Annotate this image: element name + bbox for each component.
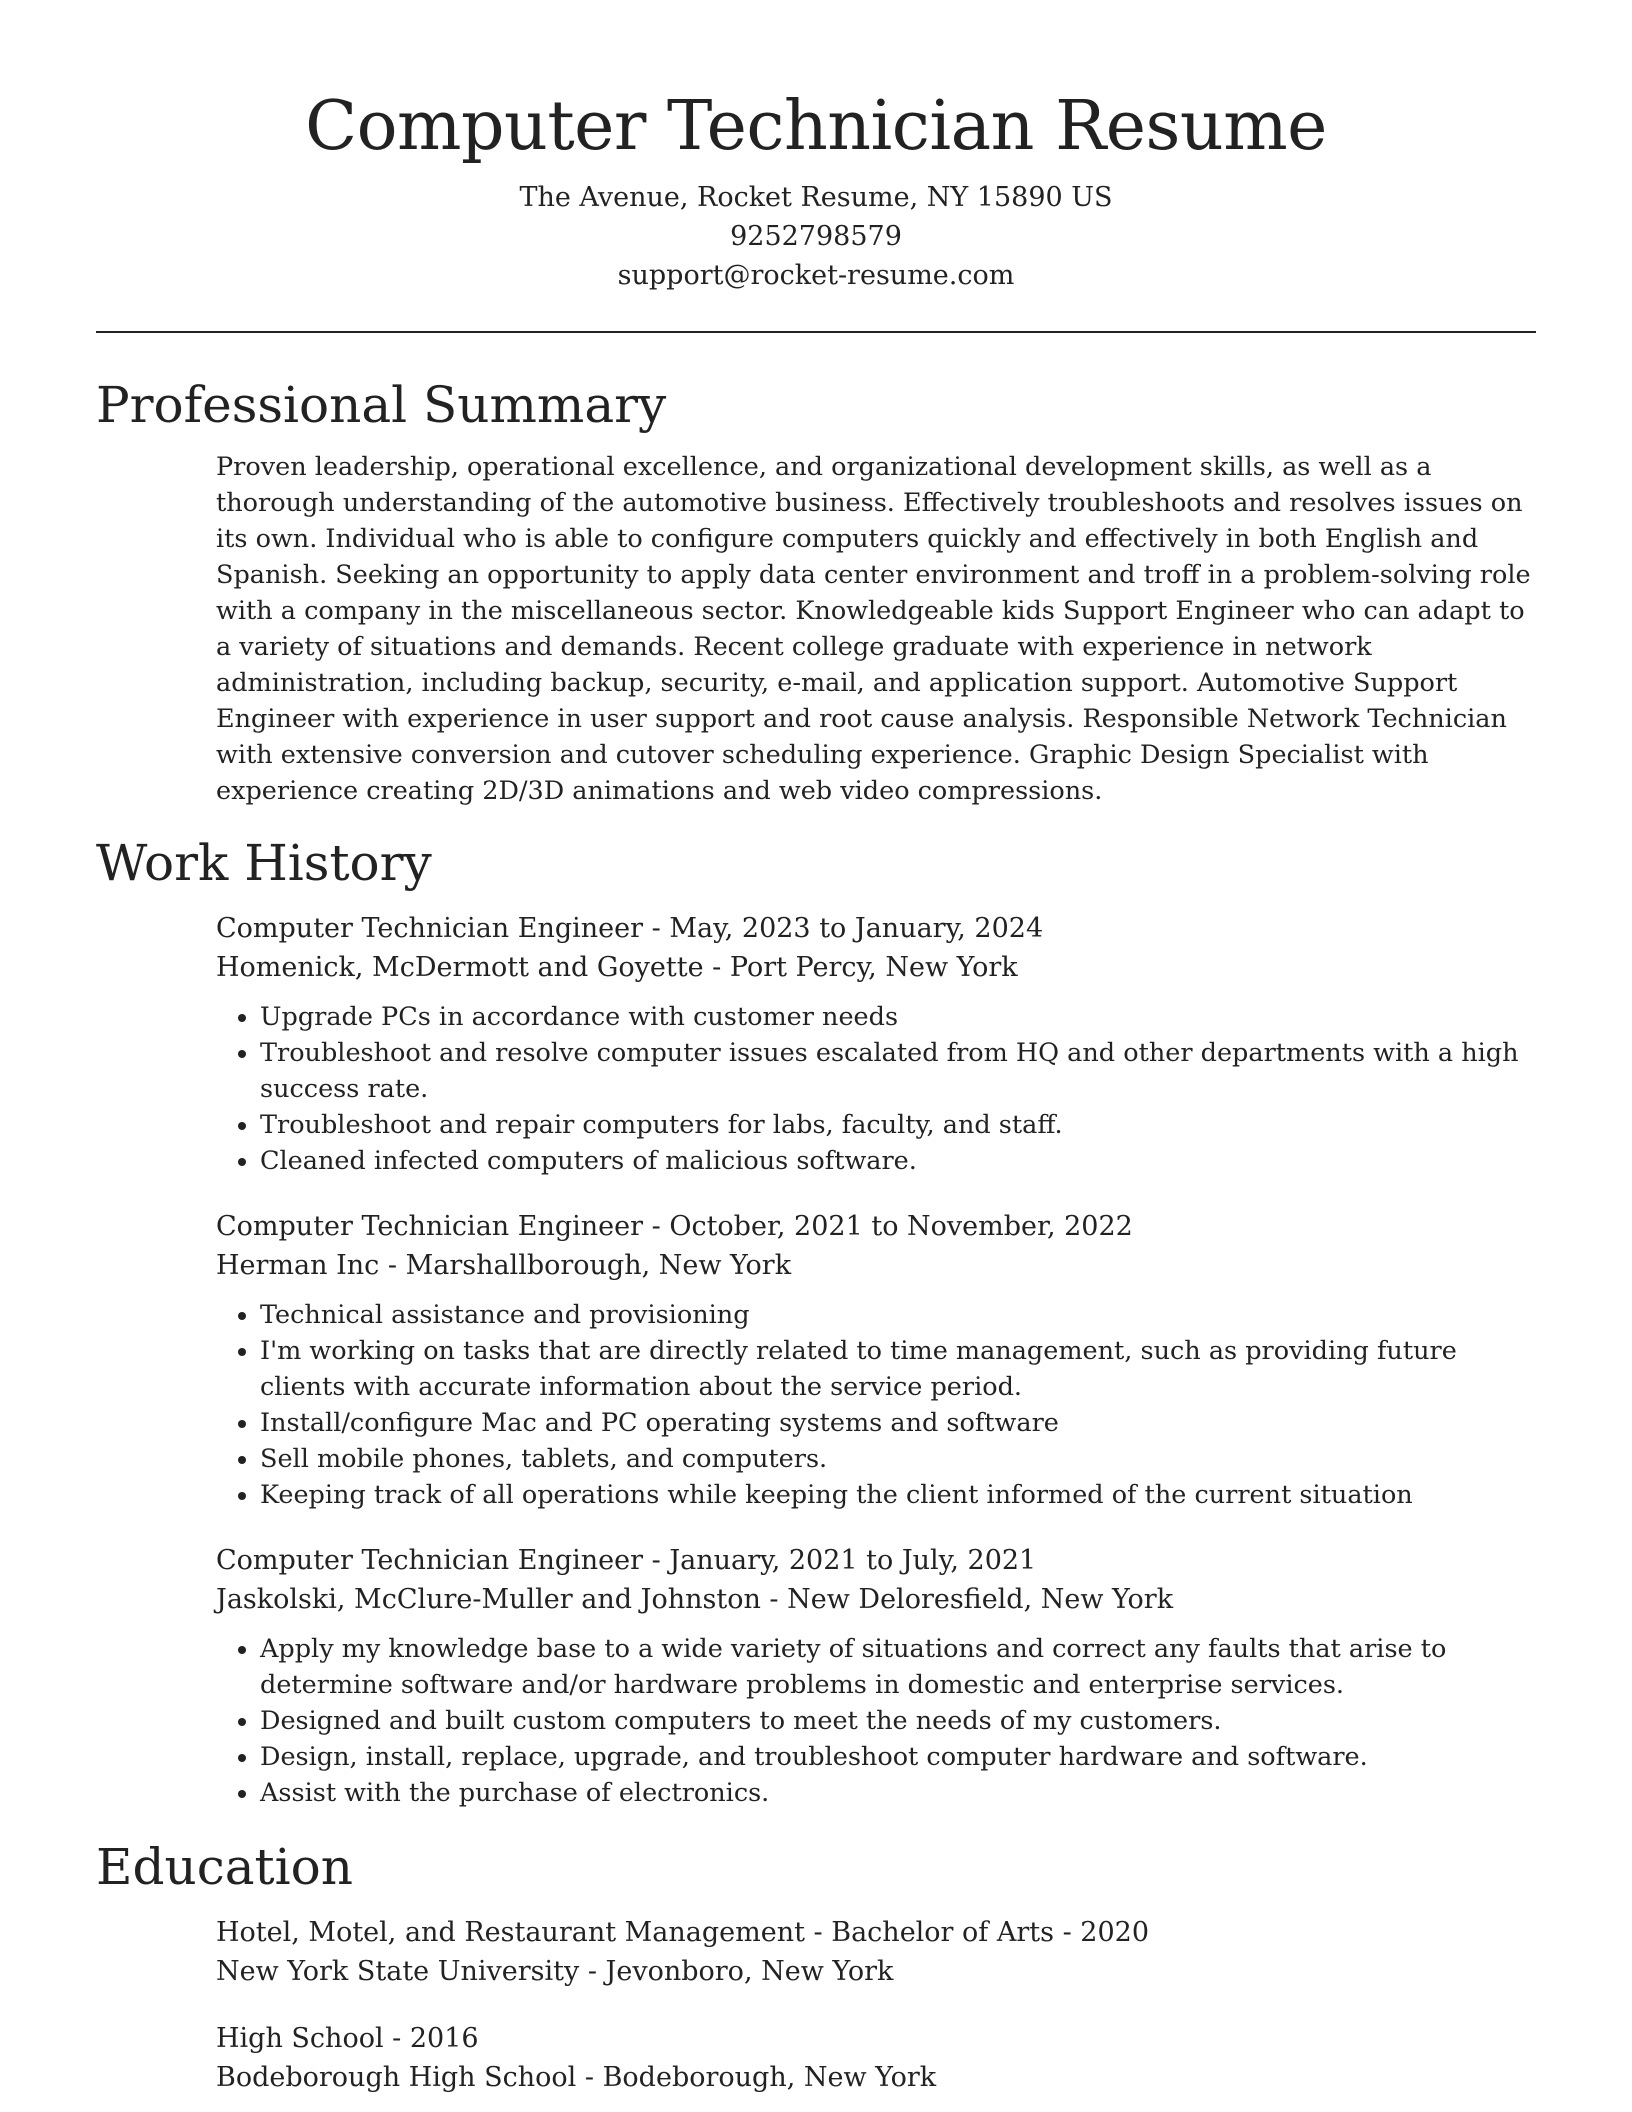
job-title: Computer Technician Engineer [216, 1545, 644, 1576]
job-bullets [216, 999, 1536, 1179]
job-location: - Port Percy, New York [703, 952, 1018, 983]
summary-section [96, 373, 1536, 809]
education-degree-line [216, 1913, 1536, 1952]
job-bullet: • Keeping track of all operations while keeping the client informed of the current situation [260, 1477, 1536, 1513]
education-school: Bodeborough High School [216, 2062, 577, 2093]
job-bullet: • Design, install, replace, upgrade, and troubleshoot computer hardware and software. [260, 1739, 1536, 1775]
job-company-line [216, 1580, 1536, 1619]
education-year: - 2020 [1054, 1917, 1150, 1948]
summary-heading: Professional Summary [96, 376, 667, 434]
education-school-line [216, 1952, 1536, 1991]
job-company: Jaskolski, McClure-Muller and Johnston [216, 1584, 761, 1615]
job-title-line [216, 1541, 1536, 1580]
job-bullets [216, 1297, 1536, 1513]
education-degree-line [216, 2019, 1536, 2058]
job-bullet: • Designed and built custom computers to meet the needs of my customers. [260, 1703, 1536, 1739]
job-company: Homenick, McDermott and Goyette [216, 952, 704, 983]
job-location: - Marshallborough, New York [379, 1250, 792, 1281]
education-location: - Jevonboro, New York [579, 1956, 894, 1987]
job-bullet: • Install/configure Mac and PC operating systems and software [260, 1405, 1536, 1441]
contact-block [96, 178, 1536, 295]
education-degree: Hotel, Motel, and Restaurant Management - Bachelor of Arts [216, 1917, 1054, 1948]
job-bullet: • Cleaned infected computers of malicious software. [260, 1143, 1536, 1179]
job-bullet: • Upgrade PCs in accordance with customer needs [260, 999, 1536, 1035]
job-bullet: • Sell mobile phones, tablets, and computers. [260, 1441, 1536, 1477]
job-title-line [216, 1207, 1536, 1246]
education-degree: High School [216, 2023, 384, 2054]
education-year: - 2016 [383, 2023, 479, 2054]
job-entry [216, 909, 1536, 1179]
education-section [96, 1835, 1536, 2097]
resume-title: Computer Technician Resume [305, 87, 1327, 166]
job-bullet: • Apply my knowledge base to a wide variety of situations and correct any faults that arise to determine software and/or hardware problems in domestic and enterprise services. [260, 1631, 1536, 1703]
job-company-line [216, 948, 1536, 987]
job-title-line [216, 909, 1536, 948]
contact-address: The Avenue, Rocket Resume, NY 15890 US [519, 182, 1113, 213]
job-entry [216, 1541, 1536, 1811]
job-dates: - January, 2021 to July, 2021 [643, 1545, 1037, 1576]
job-bullet: • Troubleshoot and resolve computer issues escalated from HQ and other departments with a high success rate. [260, 1035, 1536, 1107]
work-history-section [96, 831, 1536, 1811]
job-bullet: • I'm working on tasks that are directly related to time management, such as providing future clients with accurate information about the service period. [260, 1333, 1536, 1405]
contact-email: support@rocket-resume.com [617, 260, 1015, 291]
education-location: - Bodeborough, New York [576, 2062, 937, 2093]
job-entry [216, 1207, 1536, 1513]
job-title: Computer Technician Engineer [216, 913, 644, 944]
job-location: - New Deloresfield, New York [760, 1584, 1174, 1615]
job-bullet: • Assist with the purchase of electronics. [260, 1775, 1536, 1811]
education-heading: Education [96, 1838, 353, 1896]
job-dates: - May, 2023 to January, 2024 [643, 913, 1044, 944]
contact-phone: 9252798579 [730, 221, 902, 252]
education-school: New York State University [216, 1956, 580, 1987]
work-history-heading: Work History [96, 834, 432, 892]
job-company-line [216, 1246, 1536, 1285]
job-company: Herman Inc [216, 1250, 380, 1281]
header-divider [96, 331, 1536, 333]
education-school-line [216, 2058, 1536, 2097]
job-bullet: • Technical assistance and provisioning [260, 1297, 1536, 1333]
job-title: Computer Technician Engineer [216, 1211, 644, 1242]
job-dates: - October, 2021 to November, 2022 [643, 1211, 1133, 1242]
summary-text: Proven leadership, operational excellence, and organizational development skills, as well as a thorough understanding of the automotive business. Effectively troubleshoots and resolves issues on its own. Individual who is able to configure computers quickly and effectively in both English and Spanish. Seeking an opportunity to apply data center environment and troff in a problem-solving role with a company in the miscellaneous sector. Knowledgeable kids Support Engineer who can adapt to a variety of situations and demands. Recent college graduate with experience in network administration, including backup, security, e-mail, and application support. Automotive Support Engineer with experience in user support and root cause analysis. Responsible Network Technician with extensive conversion and cutover scheduling experience. Graphic Design Specialist with experience creating 2D/3D animations and web video compressions. [216, 452, 1531, 806]
resume-page [96, 0, 1536, 2097]
job-bullet: • Troubleshoot and repair computers for labs, faculty, and staff. [260, 1107, 1536, 1143]
education-entry [216, 2019, 1536, 2097]
job-bullets [216, 1631, 1536, 1811]
education-entry [216, 1913, 1536, 1991]
